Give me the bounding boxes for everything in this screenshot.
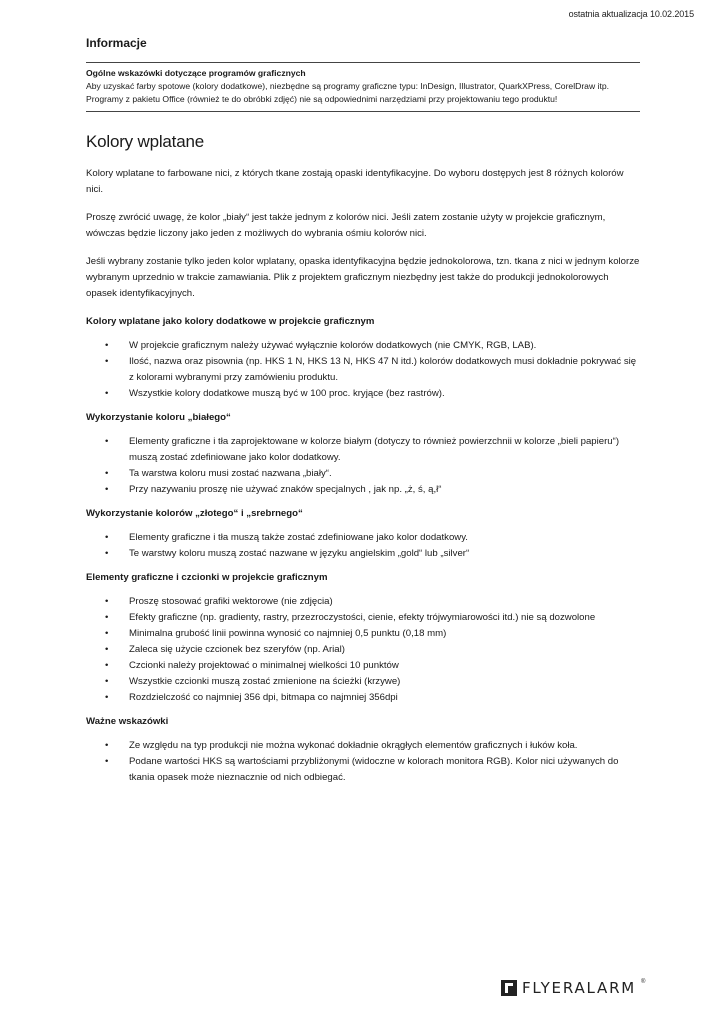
list-item: • Efekty graficzne (np. gradienty, rastry, przezroczystości, cienie, efekty trójwymiarowości itd.) nie są dozwolone xyxy=(86,610,641,626)
list-item: • Te warstwy koloru muszą zostać nazwane w języku angielskim „gold“ lub „silver“ xyxy=(86,546,641,562)
section-title: Wykorzystanie koloru „białego“ xyxy=(86,412,231,423)
section-title: Ważne wskazówki xyxy=(86,716,169,727)
section-title: Kolory wplatane jako kolory dodatkowe w projekcie graficznym xyxy=(86,316,375,327)
info-title: Informacje xyxy=(86,36,147,50)
list-item: • Podane wartości HKS są wartościami przybliżonymi (widoczne w kolorach monitora RGB). Kolor nici używanych do tkania opasek może nieznacznie od nich odbiegać. xyxy=(86,754,641,786)
main-content xyxy=(86,166,641,794)
bullet-list xyxy=(86,530,641,562)
info-box-line-1: Aby uzyskać farby spotowe (kolory dodatkowe), niezbędne są programy graficzne typu: InDesign, Illustrator, QuarkXPress, CorelDraw itp. xyxy=(86,81,610,91)
info-box-line-2: Programy z pakietu Office (również te do obróbki zdjęć) nie są odpowiednimi narzędziami przy projektowaniu tego produktu! xyxy=(86,94,558,104)
update-note: ostatnia aktualizacja 10.02.2015 xyxy=(568,9,694,19)
list-item: • Przy nazywaniu proszę nie używać znaków specjalnych , jak np. „ż, ś, ą,ł“ xyxy=(86,482,641,498)
section-title: Elementy graficzne i czcionki w projekcie graficznym xyxy=(86,572,328,583)
list-item: • Minimalna grubość linii powinna wynosić co najmniej 0,5 punktu (0,18 mm) xyxy=(86,626,641,642)
logo-text: FLYERALARM xyxy=(522,979,637,997)
paragraph: Proszę zwrócić uwagę, że kolor „biały“ jest także jednym z kolorów nici. Jeśli zatem zostanie użyty w projekcie graficznym, wówczas będzie liczony jako jeden z możliwych do wybrania ośmiu kolorów nici. xyxy=(86,212,606,239)
list-item: • Rozdzielczość co najmniej 356 dpi, bitmapa co najmniej 356dpi xyxy=(86,690,641,706)
paragraph: Kolory wplatane to farbowane nici, z których tkane zostają opaski identyfikacyjne. Do wyboru dostępych jest 8 różnych kolorów nici. xyxy=(86,168,624,195)
list-item: • Ze względu na typ produkcji nie można wykonać dokładnie okrągłych elementów graficznych i łuków koła. xyxy=(86,738,641,754)
page-title: Kolory wplatane xyxy=(86,132,204,151)
list-item: • Czcionki należy projektować o minimalnej wielkości 10 punktów xyxy=(86,658,641,674)
list-item: • Ilość, nazwa oraz pisownia (np. HKS 1 N, HKS 13 N, HKS 47 N itd.) kolorów dodatkowych musi dokładnie pokrywać się z kolorami wybranymi przy zamówieniu produktu. xyxy=(86,354,641,386)
list-item: • Wszystkie czcionki muszą zostać zmienione na ścieżki (krzywe) xyxy=(86,674,641,690)
list-item: • Proszę stosować grafiki wektorowe (nie zdjęcia) xyxy=(86,594,641,610)
registered-mark: ® xyxy=(641,979,646,985)
bullet-list xyxy=(86,738,641,786)
bullet-list xyxy=(86,594,641,706)
list-item: • Zaleca się użycie czcionek bez szeryfów (np. Arial) xyxy=(86,642,641,658)
paragraph: Jeśli wybrany zostanie tylko jeden kolor wplatany, opaska identyfikacyjna będzie jednokolorowa, tzn. tkana z nici w jednym kolorze wybranym uprzednio w trakcie zamawiania. Plik z projektem graficznym niezbędny jest także do produkcji jednokolorowych opasek identyfikacyjnych. xyxy=(86,256,640,299)
flyeralarm-logo xyxy=(501,978,645,998)
list-item: • Elementy graficzne i tła zaprojektowane w kolorze białym (dotyczy to również powierzchnii w kolorze „bieli papieru“) muszą zostać zdefiniowane jako kolor dodatkowy. xyxy=(86,434,641,466)
list-item: • W projekcie graficznym należy używać wyłącznie kolorów dodatkowych (nie CMYK, RGB, LAB). xyxy=(86,338,641,354)
info-box xyxy=(86,62,640,112)
list-item: • Elementy graficzne i tła muszą także zostać zdefiniowane jako kolor dodatkowy. xyxy=(86,530,641,546)
bullet-list xyxy=(86,434,641,498)
info-box-heading: Ogólne wskazówki dotyczące programów graficznych xyxy=(86,68,306,78)
list-item: • Wszystkie kolory dodatkowe muszą być w 100 proc. kryjące (bez rastrów). xyxy=(86,386,641,402)
list-item: • Ta warstwa koloru musi zostać nazwana „biały“. xyxy=(86,466,641,482)
section-title: Wykorzystanie kolorów „złotego“ i „srebrnego“ xyxy=(86,508,303,519)
flyeralarm-f-icon xyxy=(501,980,517,996)
bullet-list xyxy=(86,338,641,402)
